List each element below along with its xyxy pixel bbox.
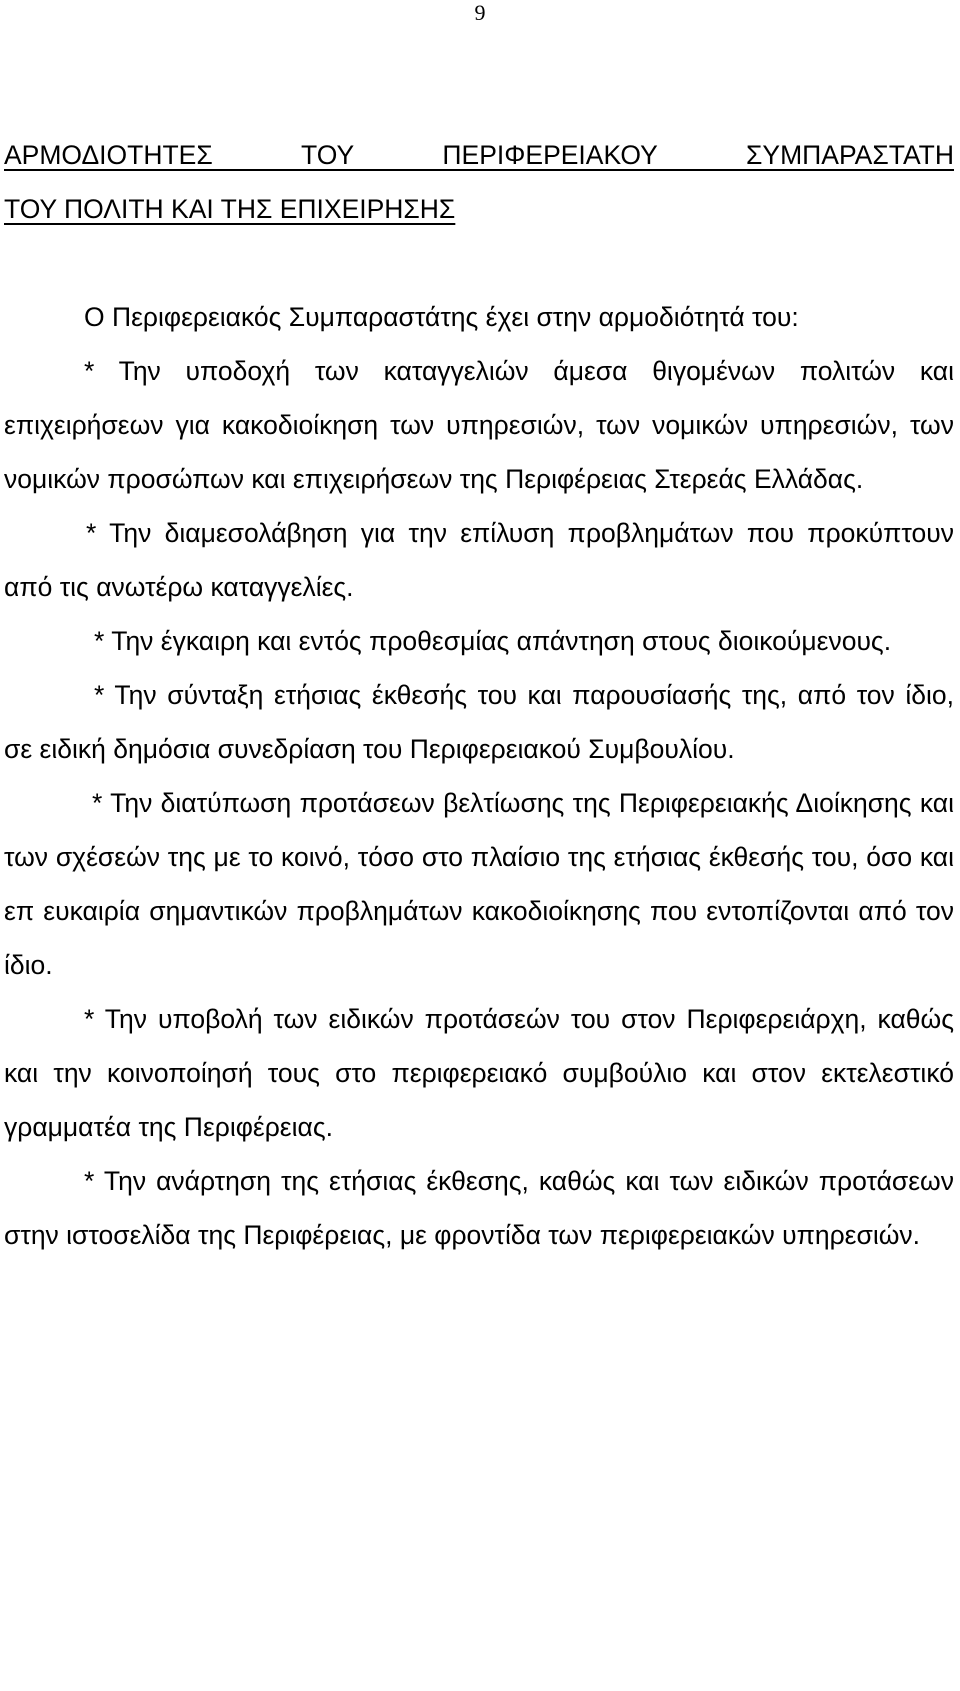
heading-line-1: ΑΡΜΟΔΙΟΤΗΤΕΣ ΤΟΥ ΠΕΡΙΦΕΡΕΙΑΚΟΥ ΣΥΜΠΑΡΑΣΤΑΤΗ [4, 140, 954, 170]
competence-item: * Την έγκαιρη και εντός προθεσμίας απάντηση στους διοικούμενους. [94, 626, 892, 656]
competence-item: * Την διατύπωση προτάσεων βελτίωσης της Περιφερειακής Διοίκησης και των σχέσεών της με το κοινό, τόσο στο πλαίσιο της ετήσιας έκθεσής του, όσο και επ ευκαιρία σημαντικών προβλημάτων κακοδιοίκησης που εντοπίζονται από τον ίδιο. [4, 788, 954, 980]
competence-item: * Την υποδοχή των καταγγελιών άμεσα θιγομένων πολιτών και επιχειρήσεων για κακοδιοίκηση των υπηρεσιών, των νομικών υπηρεσιών, των νομικών προσώπων και επιχειρήσεων της Περιφέρειας Στερεάς Ελλάδας. [4, 356, 954, 494]
page-number: 9 [474, 0, 486, 25]
competence-item: * Την διαμεσολάβηση για την επίλυση προβλημάτων που προκύπτουν από τις ανωτέρω καταγγελίες. [4, 518, 954, 602]
competence-item: * Την υποβολή των ειδικών προτάσεών του στον Περιφερειάρχη, καθώς και την κοινοποίησή τους στο περιφερειακό συμβούλιο και στον εκτελεστικό γραμματέα της Περιφέρειας. [4, 1004, 954, 1142]
section-heading [4, 128, 954, 236]
heading-line-2: ΤΟΥ ΠΟΛΙΤΗ ΚΑΙ ΤΗΣ ΕΠΙΧΕΙΡΗΣΗΣ [4, 194, 456, 224]
document-body [4, 128, 954, 1262]
competence-item: * Την ανάρτηση της ετήσιας έκθεσης, καθώς και των ειδικών προτάσεων στην ιστοσελίδα της Περιφέρειας, με φροντίδα των περιφερειακών υπηρεσιών. [4, 1166, 954, 1250]
competence-item: * Την σύνταξη ετήσιας έκθεσής του και παρουσίασής της, από τον ίδιο, σε ειδική δημόσια συνεδρίαση του Περιφερειακού Συμβουλίου. [4, 680, 954, 764]
intro-paragraph: Ο Περιφερειακός Συμπαραστάτης έχει στην αρμοδιότητά του: [84, 302, 799, 332]
